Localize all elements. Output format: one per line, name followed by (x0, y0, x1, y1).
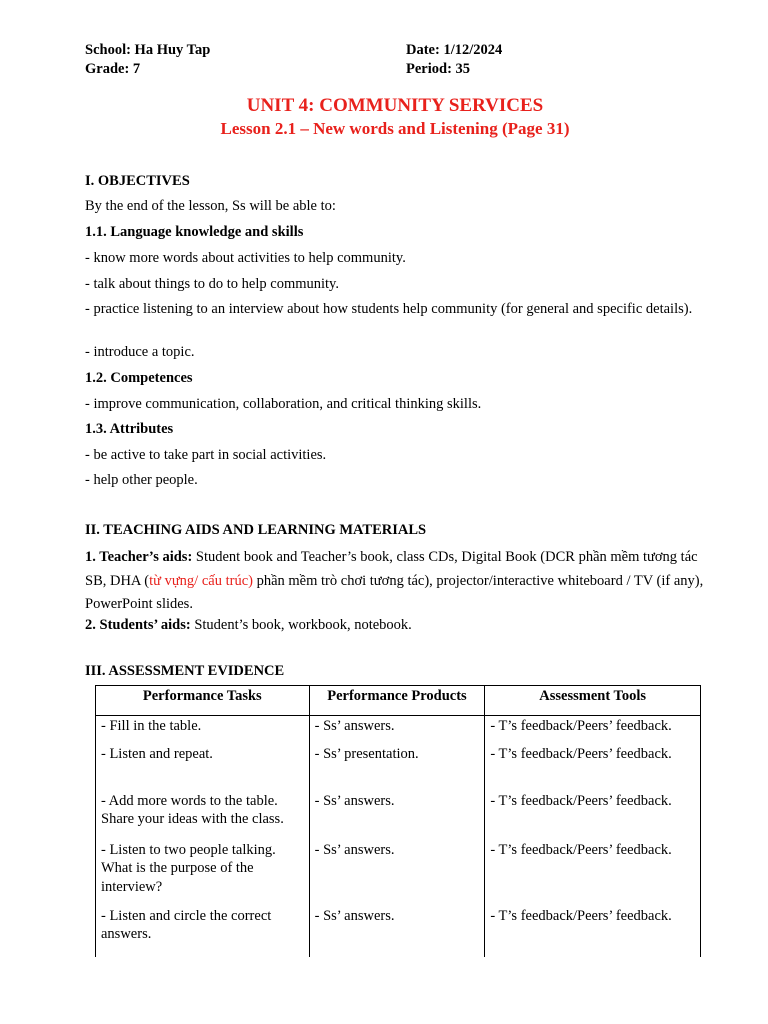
table-cell: - Listen and circle the correct answers. (96, 907, 310, 957)
header-right (406, 41, 502, 79)
table-cell: - T’s feedback/Peers’ feedback. (485, 907, 701, 957)
competences-heading: 1.2. Competences (85, 370, 193, 386)
column-header: Assessment Tools (485, 686, 701, 716)
table-row (96, 792, 701, 841)
table-row (96, 745, 701, 792)
table-cell: - Listen to two people talking. What is the purpose of the interview? (96, 841, 310, 907)
table-cell: - T’s feedback/Peers’ feedback. (485, 792, 701, 841)
teacher-aids-text-2: phần mềm trò chơi tương tác), projector/interactive whiteboard / TV (if any), PowerPoint slides. (85, 572, 704, 612)
objectives-heading: I. OBJECTIVES (85, 173, 190, 189)
column-header: Performance Tasks (96, 686, 310, 716)
table-cell: - Ss’ answers. (309, 907, 485, 957)
objective-item: - know more words about activities to help community. (85, 250, 406, 266)
grade-label: Grade: 7 (85, 61, 141, 77)
teacher-aids-paragraph (85, 546, 705, 617)
table-cell: - Listen and repeat. (96, 745, 310, 792)
table-row (96, 907, 701, 957)
assessment-heading: III. ASSESSMENT EVIDENCE (85, 663, 285, 679)
teacher-aids-text: Student book and Teacher’s book, class CDs, Digital Book (DCR phần mềm tương tác SB, DHA ( (85, 549, 698, 589)
table-header-row (96, 686, 701, 716)
students-aids-text: Student’s book, workbook, notebook. (190, 617, 412, 633)
teacher-aids-label: 1. Teacher’s aids: (85, 549, 193, 565)
table-cell: - Add more words to the table. Share your ideas with the class. (96, 792, 310, 841)
table-cell: - T’s feedback/Peers’ feedback. (485, 841, 701, 907)
teacher-aids-highlight: từ vựng/ cấu trúc) (149, 572, 253, 589)
table-row (96, 716, 701, 745)
date-label: Date: 1/12/2024 (406, 42, 503, 58)
objective-item: - introduce a topic. (85, 344, 195, 360)
school-label: School: Ha Huy Tap (85, 42, 211, 58)
table-cell: - T’s feedback/Peers’ feedback. (485, 745, 701, 792)
unit-title: UNIT 4: COMMUNITY SERVICES (246, 95, 544, 116)
students-aids-paragraph (85, 616, 705, 634)
table-cell: - Ss’ answers. (309, 792, 485, 841)
assessment-table (95, 685, 701, 957)
objectives-intro: By the end of the lesson, Ss will be able to: (85, 198, 336, 214)
attribute-item: - help other people. (85, 472, 198, 488)
objective-item: - talk about things to do to help community. (85, 276, 339, 292)
table-row (96, 841, 701, 907)
language-skills-heading: 1.1. Language knowledge and skills (85, 224, 304, 240)
table-cell: - T’s feedback/Peers’ feedback. (485, 716, 701, 745)
table-cell: - Ss’ answers. (309, 841, 485, 907)
table-cell: - Ss’ answers. (309, 716, 485, 745)
competence-item: - improve communication, collaboration, and critical thinking skills. (85, 396, 482, 412)
document-page (85, 0, 705, 1024)
table-cell: - Ss’ presentation. (309, 745, 485, 792)
lesson-title: Lesson 2.1 – New words and Listening (Page 31) (220, 119, 570, 138)
teaching-aids-heading: II. TEACHING AIDS AND LEARNING MATERIALS (85, 522, 427, 538)
attributes-heading: 1.3. Attributes (85, 421, 174, 437)
objective-item: - practice listening to an interview about how students help community (for general and specific details). (85, 301, 693, 317)
period-label: Period: 35 (406, 61, 471, 77)
table-cell: - Fill in the table. (96, 716, 310, 745)
students-aids-label: 2. Students’ aids: (85, 617, 191, 633)
attribute-item: - be active to take part in social activities. (85, 447, 327, 463)
header-left (85, 41, 210, 79)
column-header: Performance Products (309, 686, 485, 716)
